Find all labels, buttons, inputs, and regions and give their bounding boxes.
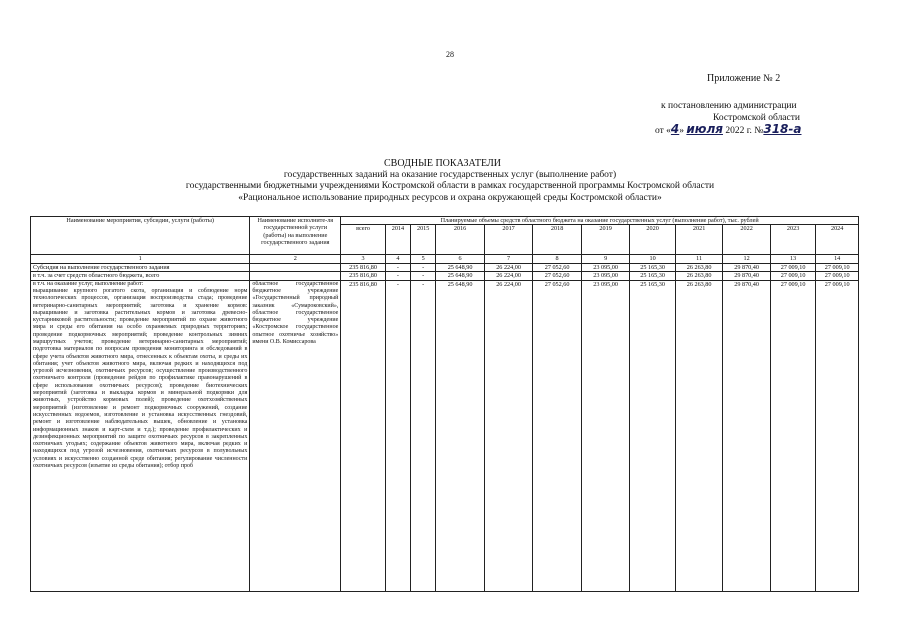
annex-label: Приложение № 2 bbox=[707, 73, 781, 84]
column-index: 5 bbox=[411, 255, 436, 263]
column-index: 4 bbox=[385, 255, 410, 263]
resolution-date-line bbox=[655, 124, 861, 138]
row-value: - bbox=[385, 263, 410, 271]
services-description: выращивание крупного рогатого скота, организация и соблюдение норм технологических процессов, организация воспроизводства стада; проведение ветеринарно-санитарных мероприятий; заготовка и хранение кормов: выращивание и заготовка растительных кормов и заготовка древесно-кустарниковой растительности; проведение мероприятий по охране животного мира и среды его обитания на особо охраняемых природных территориях; проведение подкормочных мероприятий; проведение контрольных зимних маршрутных учетов; проведение ветеринарно-санитарных мероприятий; подготовка материалов по вопросам проведения мониторинга и обследований в сфере учета объектов животного мира, отнесенных к объектам охоты, и среды их обитания; учет объектов животного мира, включая редких и находящихся под угрозой исчезновения, охотничьих ресурсов; осуществление производственного охотничьего контроля (проведение рейдов по профилактике правонарушений в сфере использования охотничьих ресурсов); проведение биотехнических мероприятий (заготовка и выкладка кормов и минеральной подкормки для животных, устройство кормовых полей); проведение охотхозяйственных мероприятий (изготовление и ремонт подкормочных сооружений, создание искусственных водоемов, изготовление и установка искусственных гнездовий, ремонт и изготовление наблюдательных вышек, обновление и установка информационных знаков и карт-схем и т.д.); проведение профилактических и дезинфекционных мероприятий по защите охотничьих ресурсов в закрепленных охотничьих угодьях; содержание объектов животного мира, включая редких и находящихся под угрозой исчезновения, охотничьих ресурсов в полувольных условиях и искусственно созданной среде обитания; регулирование численности охотничьих ресурсов (изъятие из среды обитания); отбор проб bbox=[33, 287, 248, 470]
column-index: 13 bbox=[770, 255, 815, 263]
table-row-services bbox=[31, 280, 859, 591]
row-value: 26 263,80 bbox=[675, 263, 723, 271]
column-index: 7 bbox=[484, 255, 533, 263]
page-number: 28 bbox=[446, 50, 454, 59]
column-index: 8 bbox=[533, 255, 582, 263]
row-value: 26 224,00 bbox=[484, 263, 533, 271]
row-value: 25 165,30 bbox=[630, 272, 675, 280]
row-executor bbox=[250, 272, 341, 280]
services-executor: областное государственное бюджетное учреждение «Государственный природный заказник «Сумароковский», областное государственное бюджетное учреждение «Костромское государственное опытное охотничье хозяйство» имени О.В. Комиссарова bbox=[250, 280, 341, 591]
row-value: - bbox=[411, 263, 436, 271]
handwritten-number: 318-а bbox=[763, 122, 802, 136]
header-planned-volumes: Планируемые объемы средств областного бюджета на оказание государственных услуг (выполнение работ), тыс. рублей bbox=[341, 217, 859, 225]
header-row-1 bbox=[31, 217, 859, 225]
title-line-3: государственными бюджетными учреждениями Костромской области в рамках государственной программы Костромской области bbox=[185, 181, 715, 192]
year-header: 2016 bbox=[436, 225, 485, 255]
title-line-1: СВОДНЫЕ ПОКАЗАТЕЛИ bbox=[384, 158, 501, 169]
title-line-2: государственных заданий на оказание государственных услуг (выполнение работ) bbox=[283, 169, 617, 180]
column-index: 11 bbox=[675, 255, 723, 263]
row-value: 25 165,30 bbox=[630, 280, 675, 591]
row-value: 27 009,10 bbox=[816, 280, 859, 591]
row-value: 29 870,40 bbox=[723, 280, 771, 591]
row-value: 27 009,10 bbox=[770, 280, 815, 591]
year-header: 2017 bbox=[484, 225, 533, 255]
column-index-row bbox=[31, 255, 859, 263]
resolution-line-2: Костромской области bbox=[713, 112, 800, 123]
summary-table bbox=[30, 216, 859, 592]
date-prefix: от « bbox=[655, 126, 671, 136]
row-value: 27 009,10 bbox=[770, 272, 815, 280]
year-header: 2023 bbox=[770, 225, 815, 255]
column-index: 10 bbox=[630, 255, 675, 263]
row-value: 23 095,00 bbox=[581, 280, 630, 591]
resolution-line-1: к постановлению администрации bbox=[661, 101, 797, 111]
column-index: 6 bbox=[436, 255, 485, 263]
date-year: 2022 г. № bbox=[725, 126, 764, 136]
title-line-4: «Рациональное использование природных ресурсов и охрана окружающей среды Костромской области» bbox=[238, 192, 662, 203]
row-value: 25 165,30 bbox=[630, 263, 675, 271]
year-header: 2022 bbox=[723, 225, 771, 255]
row-value: 25 648,90 bbox=[436, 263, 485, 271]
row-name: в т.ч. за счет средств областного бюджета, всего bbox=[31, 272, 250, 280]
table-row bbox=[31, 272, 859, 280]
row-value: 27 009,10 bbox=[816, 272, 859, 280]
year-header: всего bbox=[341, 225, 385, 255]
table-row bbox=[31, 263, 859, 271]
year-header: 2015 bbox=[411, 225, 436, 255]
row-value: 29 870,40 bbox=[723, 272, 771, 280]
header-name: Наименование мероприятия, субсидии, услуги (работы) bbox=[31, 217, 250, 255]
row-value: 27 009,10 bbox=[816, 263, 859, 271]
row-value: 235 816,80 bbox=[341, 263, 385, 271]
column-index: 1 bbox=[31, 255, 250, 263]
row-value: 26 263,80 bbox=[675, 280, 723, 591]
row-value: 23 095,00 bbox=[581, 263, 630, 271]
column-index: 12 bbox=[723, 255, 771, 263]
services-cell bbox=[31, 280, 250, 591]
date-mid: » bbox=[679, 126, 685, 136]
row-value: 27 052,60 bbox=[533, 280, 582, 591]
row-value: 25 648,90 bbox=[436, 280, 485, 591]
row-name: Субсидия на выполнение государственного задания bbox=[31, 263, 250, 271]
row-value: - bbox=[385, 280, 410, 591]
row-value: 27 052,60 bbox=[533, 263, 582, 271]
row-value: 27 009,10 bbox=[770, 263, 815, 271]
row-value: - bbox=[411, 280, 436, 591]
row-value: 29 870,40 bbox=[723, 263, 771, 271]
row-value: 26 224,00 bbox=[484, 280, 533, 591]
row-value: 235 816,80 bbox=[341, 280, 385, 591]
year-header: 2021 bbox=[675, 225, 723, 255]
year-header: 2014 bbox=[385, 225, 410, 255]
column-index: 14 bbox=[816, 255, 859, 263]
column-index: 2 bbox=[250, 255, 341, 263]
document-title bbox=[0, 158, 900, 204]
row-value: 26 263,80 bbox=[675, 272, 723, 280]
row-value: 27 052,60 bbox=[533, 272, 582, 280]
handwritten-month: июля bbox=[686, 122, 723, 136]
row-value: 26 224,00 bbox=[484, 272, 533, 280]
year-header: 2024 bbox=[816, 225, 859, 255]
year-header: 2018 bbox=[533, 225, 582, 255]
column-index: 3 bbox=[341, 255, 385, 263]
row-value: 235 816,80 bbox=[341, 272, 385, 280]
year-header: 2019 bbox=[581, 225, 630, 255]
handwritten-day: 4 bbox=[670, 122, 680, 136]
row-executor bbox=[250, 263, 341, 271]
row-value: - bbox=[385, 272, 410, 280]
header-executor: Наименование исполните-ля государственной услуги (работы) на выполнение государственного задания bbox=[250, 217, 341, 255]
row-value: 23 095,00 bbox=[581, 272, 630, 280]
column-index: 9 bbox=[581, 255, 630, 263]
row-value: - bbox=[411, 272, 436, 280]
services-heading: в т.ч. на оказание услуг, выполнение работ: bbox=[33, 280, 144, 287]
year-header: 2020 bbox=[630, 225, 675, 255]
row-value: 25 648,90 bbox=[436, 272, 485, 280]
resolution-block bbox=[655, 101, 861, 138]
